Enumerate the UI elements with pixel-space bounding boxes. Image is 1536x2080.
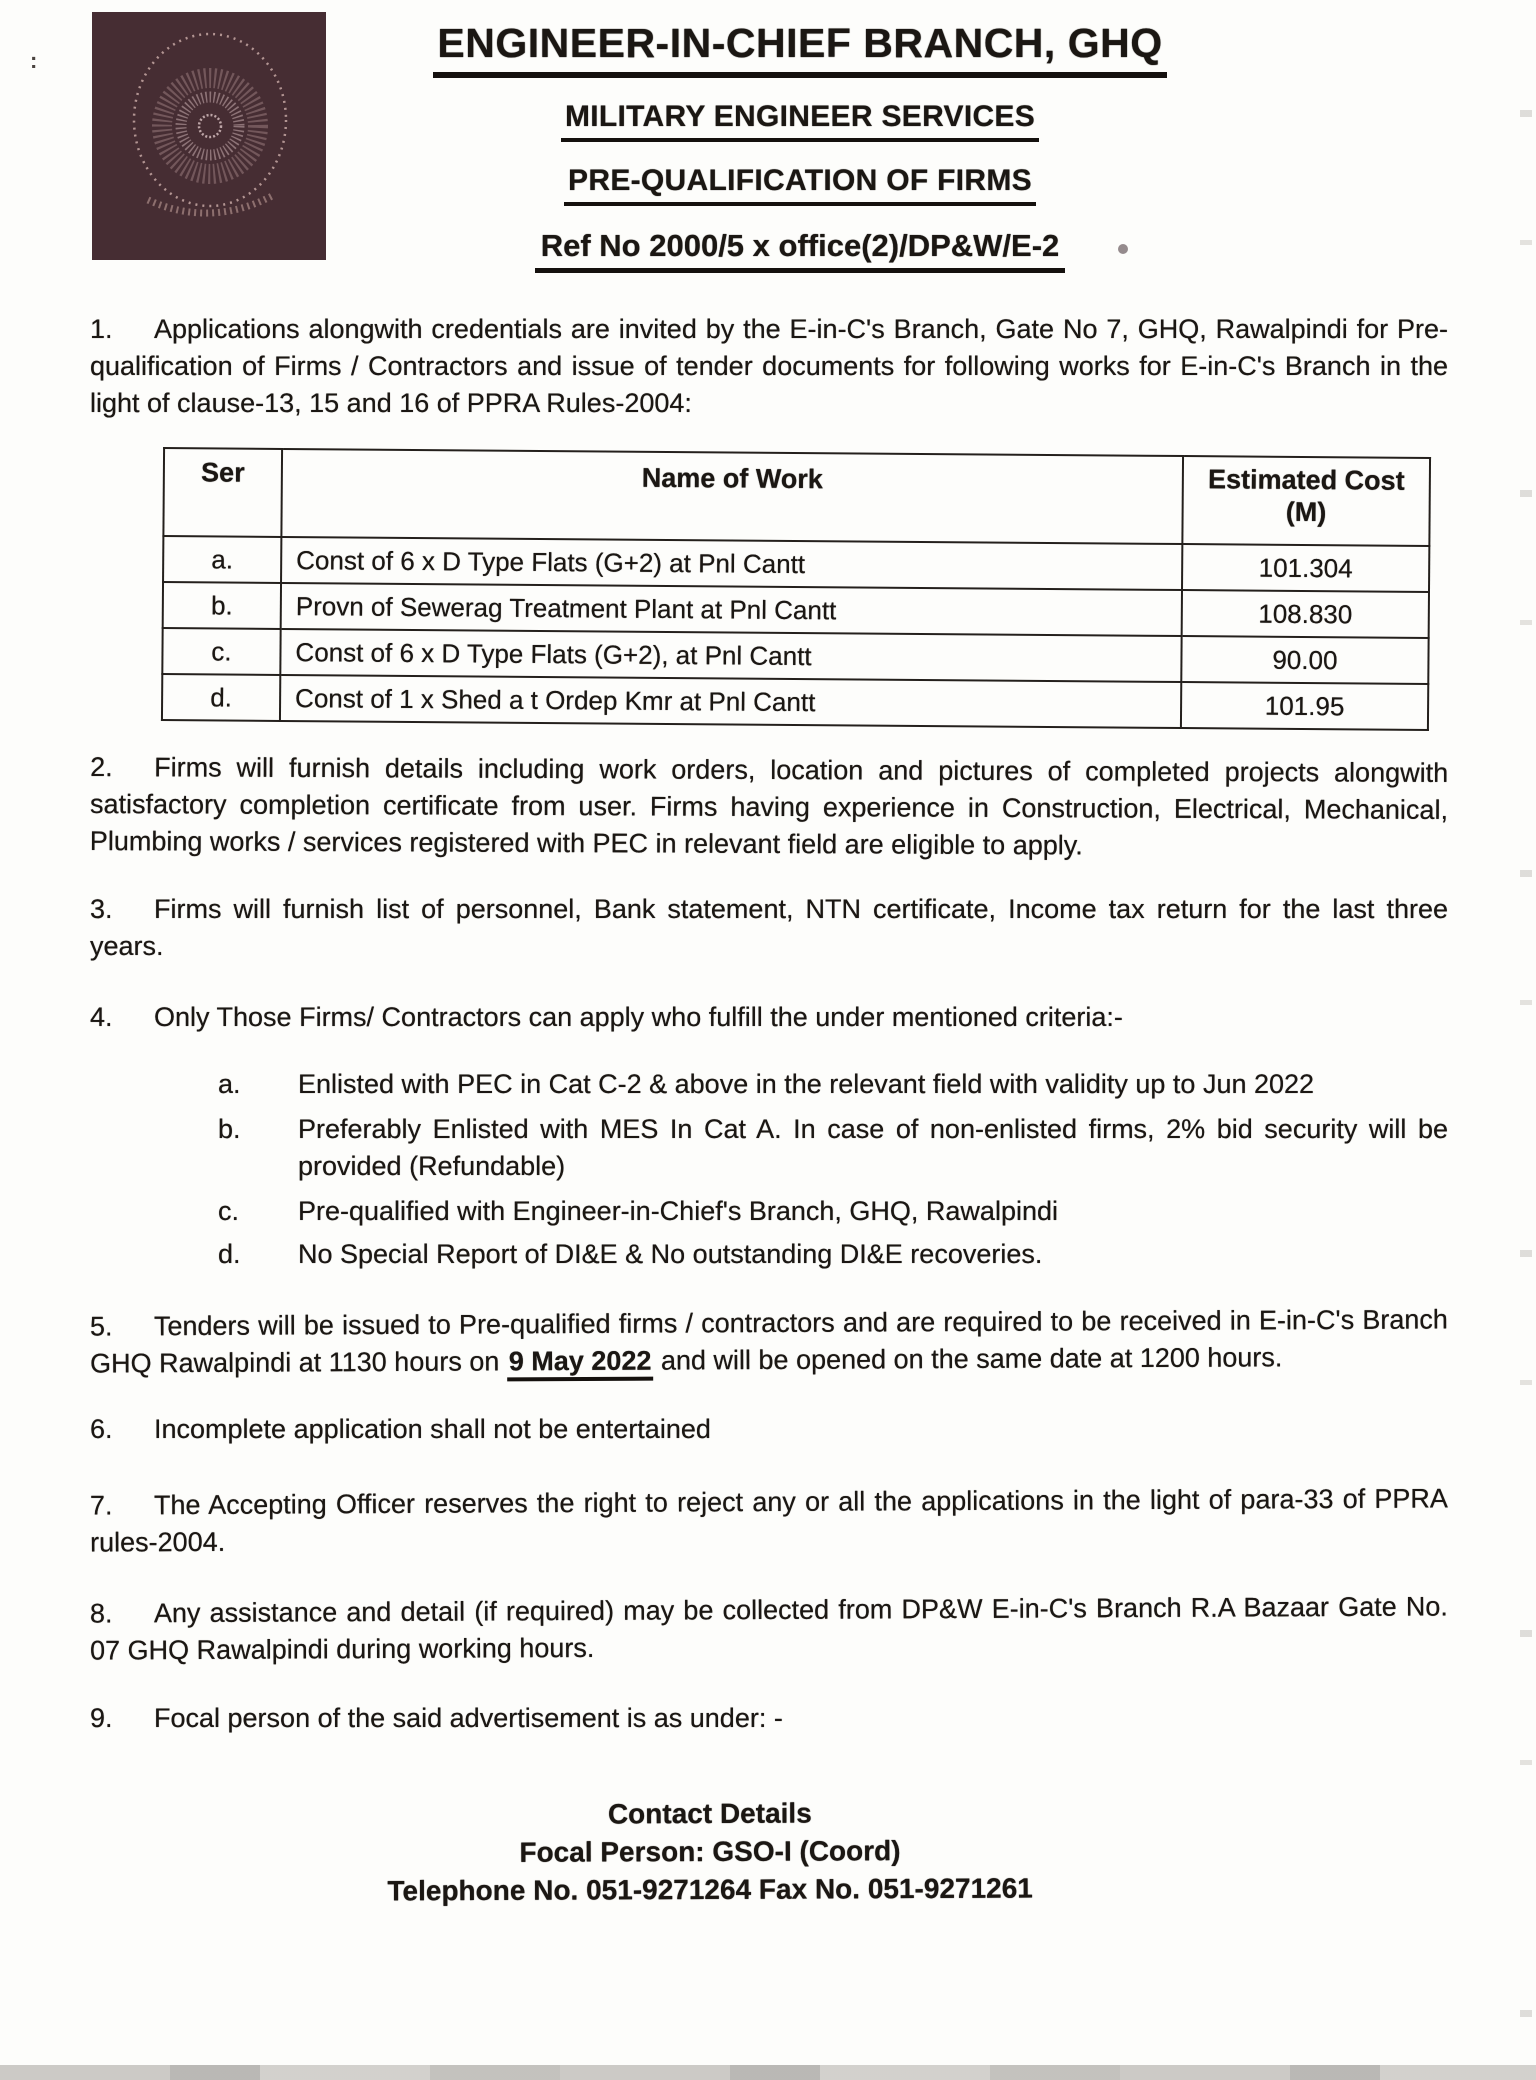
ser-cell: c. [162,628,280,675]
paragraph-text: Firms will furnish details including work orders, location and pictures of completed projects alongwith satisfactory completion certificate from user. Firms having experience in Construction, Electrical, Mechanical, Plumbing works / services registered with PEC in relevant field are eligible to apply. [89,752,1449,861]
work-name-cell: Const of 6 x D Type Flats (G+2) at Pnl Cantt [281,537,1182,590]
paragraph-text: Applications alongwith credentials are invited by the E-in-C's Branch, Gate No 7, GHQ, Rawalpindi for Pre-qualification of Firms / Contractors and issue of tender documents for following works for E-in-C's Branch in the light of clause-13, 15 and 16 of PPRA Rules-2004: [90,314,1448,418]
scan-bottom-band [0,2065,1536,2080]
paragraph-6 [90,1411,1448,1448]
work-name-cell: Const of 1 x Shed a t Ordep Kmr at Pnl Cantt [280,675,1181,728]
criteria-item-c [218,1193,1448,1230]
criteria-text: Pre-qualified with Engineer-in-Chief's Branch, GHQ, Rawalpindi [298,1196,1058,1226]
paragraph-number: 1. [90,314,113,344]
criteria-letter: b. [218,1114,241,1144]
criteria-letter: a. [218,1069,241,1099]
criteria-item-a [218,1066,1448,1103]
table-header-row [163,448,1430,546]
cost-cell: 101.95 [1181,682,1428,730]
criteria-text: Preferably Enlisted with MES In Cat A. In case of non-enlisted firms, 2% bid security will be provided (Refundable) [298,1114,1448,1181]
paragraph-number: 2. [90,752,113,783]
contact-focal-person: Focal Person: GSO-I (Coord) [519,1835,901,1868]
paragraph-number: 4. [90,1002,113,1032]
works-table [161,447,1431,731]
criteria-text: Enlisted with PEC in Cat C-2 & above in the relevant field with validity up to Jun 2022 [298,1069,1315,1099]
criteria-item-d [218,1236,1448,1273]
paragraph-number: 8. [89,1598,113,1629]
contact-phone-fax: Telephone No. 051-9271264 Fax No. 051-9271261 [387,1872,1033,1907]
cost-cell: 90.00 [1181,636,1428,684]
paragraph-number: 6. [90,1414,113,1444]
cost-cell: 101.304 [1182,544,1429,592]
paragraph-number: 9. [90,1703,113,1733]
header-subtitle-services: MILITARY ENGINEER SERVICES [561,100,1039,142]
contact-heading: Contact Details [607,1797,812,1830]
criteria-letter: c. [218,1196,240,1226]
paragraph-7 [90,1480,1448,1561]
paragraph-text-before: Tenders will be issued to Pre-qualified firms / contractors and are required to be received in E-in-C's Branch GHQ Rawalpindi at 1130 hours on [90,1304,1448,1379]
tender-date: 9 May 2022 [507,1346,654,1382]
paragraph-text: Focal person of the said advertisement is as under: - [154,1703,783,1733]
paragraph-5 [90,1301,1448,1382]
paragraph-9 [90,1700,1448,1737]
paragraph-text-after: and will be opened on the same date at 1200 hours. [653,1342,1283,1376]
estimated-cost-unit: (M) [1285,496,1327,528]
scan-dot-artifact [1118,244,1128,254]
cost-cell: 108.830 [1182,590,1429,638]
paragraph-text: Incomplete application shall not be entertained [154,1414,711,1444]
paragraph-4 [90,999,1448,1036]
paragraph-2 [90,749,1448,866]
header-subtitle-prequalification: PRE-QUALIFICATION OF FIRMS [564,164,1036,206]
military-seal-icon [92,12,326,260]
work-name-cell: Const of 6 x D Type Flats (G+2), at Pnl Cantt [280,629,1181,682]
criteria-text: No Special Report of DI&E & No outstanding DI&E recoveries. [298,1239,1043,1269]
unit-seal-logo [92,12,326,265]
paragraph-text: Any assistance and detail (if required) may be collected from DP&W E-in-C's Branch R.A Bazaar Gate No. 07 GHQ Rawalpindi during working hours. [90,1591,1448,1666]
table-row [162,674,1428,730]
paragraph-3 [90,891,1448,965]
page-title: ENGINEER-IN-CHIEF BRANCH, GHQ [433,20,1166,78]
column-header-estimated-cost [1182,456,1430,546]
paragraph-8 [90,1588,1448,1669]
scan-edge-noise [1520,0,1532,2060]
paragraph-number: 7. [89,1490,113,1521]
criteria-item-b [218,1111,1448,1185]
paragraph-text: The Accepting Officer reserves the right to reject any or all the applications in the light of para-33 of PPRA rules-2004. [90,1483,1448,1558]
paragraph-number: 3. [90,894,113,924]
column-header-ser: Ser [163,448,282,537]
paragraph-1 [90,311,1448,422]
column-header-name-of-work: Name of Work [281,449,1183,544]
estimated-cost-label: Estimated Cost [1207,464,1405,496]
reference-number: Ref No 2000/5 x office(2)/DP&W/E-2 [535,228,1066,273]
paragraph-number: 5. [89,1311,113,1342]
ser-cell: b. [163,582,281,629]
contact-details-block [90,1792,1330,1911]
criteria-letter: d. [218,1239,241,1269]
document-header [90,12,1448,273]
paragraph-text: Only Those Firms/ Contractors can apply who fulfill the under mentioned criteria:- [154,1002,1123,1032]
ser-cell: d. [162,674,280,721]
ser-cell: a. [163,536,281,583]
criteria-list [90,1066,1448,1273]
work-name-cell: Provn of Sewerag Treatment Plant at Pnl Cantt [281,583,1182,636]
paragraph-text: Firms will furnish list of personnel, Bank statement, NTN certificate, Income tax return for the last three years. [90,894,1448,961]
scan-stray-mark: : [30,48,38,73]
